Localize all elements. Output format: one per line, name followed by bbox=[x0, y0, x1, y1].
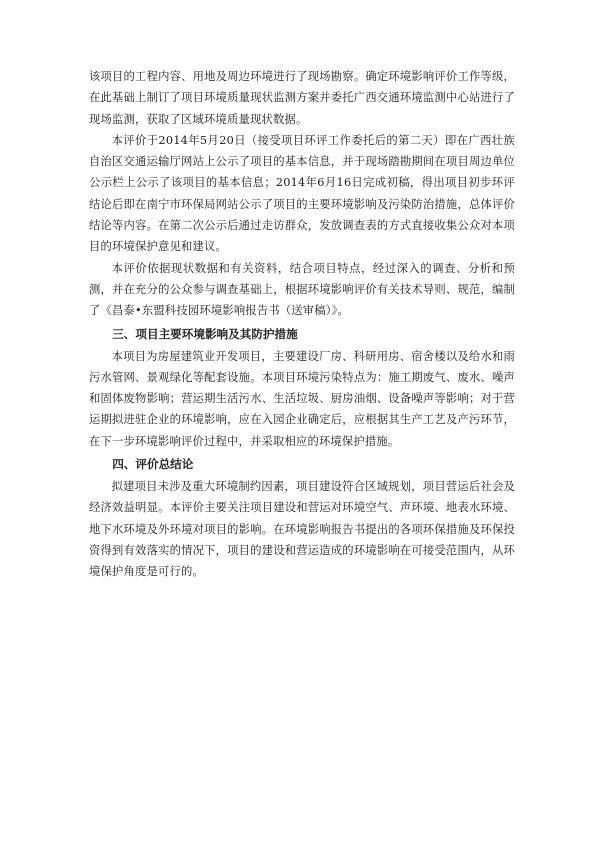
paragraph-survey-continuation: 该项目的工程内容、用地及周边环境进行了现场勘察。确定环境影响评价工作等级，在此基础上制订了项目环境质量现状监测方案并委托广西交通环境监测中心站进行了现场监测，获取了区域环境质量现状数据。 bbox=[89, 70, 515, 126]
paragraph-public-notice: 本评价于2014年5月20日（接受项目环评工作委托后的第二天）即在广西壮族自治区交通运输厅网站上公示了项目的基本信息，并于现场踏勘期间在项目周边单位公示栏上公示了该项目的基本信息；2014年6月16日完成初稿，得出项目初步环评结论后即在南宁市环保局网站公示了项目的主要环境影响及污染防治措施，总体评价结论等内容。在第二次公示后通过走访群众，发放调查表的方式直接收集公众对本项目的环境保护意见和建议。 bbox=[89, 133, 515, 254]
section-heading-conclusion: 四、评价总结论 bbox=[112, 457, 194, 472]
section-heading-impacts: 三、项目主要环境影响及其防护措施 bbox=[112, 326, 298, 341]
paragraph-impacts: 本项目为房屋建筑业开发项目，主要建设厂房、科研用房、宿舍楼以及给水和雨污水管网、景观绿化等配套设施。本项目环境污染特点为：施工期废气、废水、噪声和固体废物影响；营运期生活污水、生活垃圾、厨房油烟、设备噪声等影响；对于营运期拟进驻企业的环境影响，应在入园企业确定后，应根据其生产工艺及产污环节，在下一步环境影响评价过程中，并采取相应的环境保护措施。 bbox=[89, 349, 515, 448]
paragraph-conclusion: 拟建项目未涉及重大环境制约因素，项目建设符合区域规划，项目营运后社会及经济效益明显。本评价主要关注项目建设和营运对环境空气、声环境、地表水环境、地下水环境及外环境对项目的影响。在环境影响报告书提出的各项环保措施及环保投资得到有效落实的情况下，项目的建设和营运造成的环境影响在可接受范围内，从环境保护角度是可行的。 bbox=[89, 480, 515, 579]
paragraph-report-basis: 本评价依据现状数据和有关资料，结合项目特点，经过深入的调查、分析和预测，并在充分的公众参与调查基础上，根据环境影响评价有关技术导则、规范，编制了《昌泰•东盟科技园环境影响报告书（送审稿）》。 bbox=[89, 261, 515, 318]
document-body bbox=[89, 66, 515, 583]
